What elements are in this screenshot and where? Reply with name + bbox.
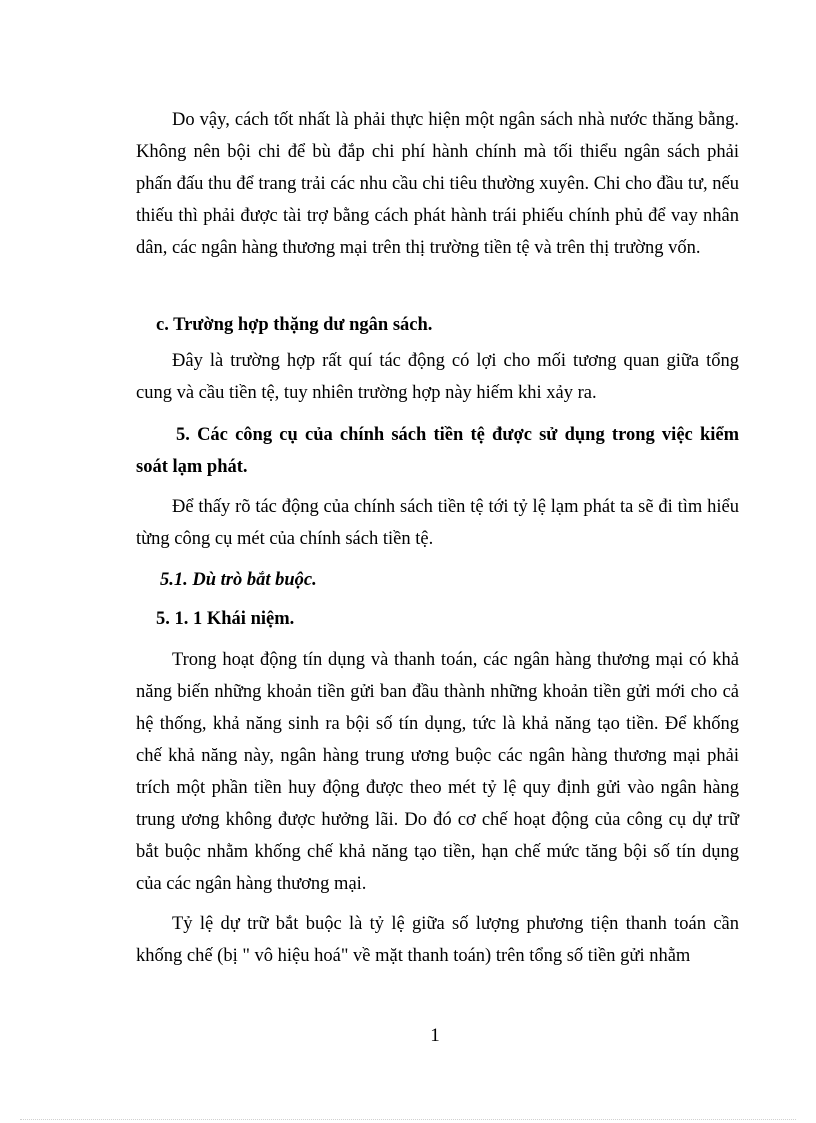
paragraph-monetary-policy-intro: Để thấy rõ tác động của chính sách tiền tệ tới tỷ lệ lạm phát ta sẽ đi tìm hiểu từng công cụ mét của chính sách tiền tệ. <box>136 497 739 549</box>
paragraph-balanced-budget: Do vậy, cách tốt nhất là phải thực hiện một ngân sách nhà nước thăng bằng. Không nên bội chi để bù đắp chi phí hành chính mà tối thiểu ngân sách phải phấn đấu thu để trang trải các nhu cầu chi tiêu thường xuyên. Chi cho đầu tư, nếu thiếu thì phải được tài trợ bằng cách phát hành trái phiếu chính phủ để vay nhân dân, các ngân hàng thương mại trên thị trường tiền tệ và trên thị trường vốn. <box>136 110 739 258</box>
paragraph-budget-surplus: Đây là trường hợp rất quí tác động có lợi cho mối tương quan giữa tổng cung và cầu tiền tệ, tuy nhiên trường hợp này hiếm khi xảy ra. <box>136 351 739 403</box>
heading-budget-surplus: c. Trường hợp thặng dư ngân sách. <box>156 315 433 335</box>
heading-monetary-policy-tools: 5. Các công cụ của chính sách tiền tệ được sử dụng trong việc kiểm soát lạm phát. <box>136 425 739 477</box>
paragraph-reserve-ratio: Tỷ lệ dự trữ bắt buộc là tỷ lệ giữa số lượng phương tiện thanh toán cần khống chế (bị " vô hiệu hoá" về mặt thanh toán) trên tổng số tiền gửi nhằm <box>136 914 739 966</box>
page-bottom-divider <box>20 1119 796 1120</box>
heading-concept: 5. 1. 1 Khái niệm. <box>156 609 295 629</box>
page-number: 1 <box>430 1025 440 1046</box>
heading-reserve-requirement: 5.1. Dù trò bắt buộc. <box>160 570 317 590</box>
paragraph-reserve-concept: Trong hoạt động tín dụng và thanh toán, các ngân hàng thương mại có khả năng biến những khoản tiền gửi ban đầu thành những khoản tiền gửi mới cho cả hệ thống, khả năng sinh ra bội số tín dụng, tức là khả năng tạo tiền. Để khống chế khả năng này, ngân hàng trung ương buộc các ngân hàng thương mại phải trích một phần tiền huy động được theo mét tỷ lệ quy định gửi vào ngân hàng trung ương không được hưởng lãi. Do đó cơ chế hoạt động của công cụ dự trữ bắt buộc nhằm khống chế khả năng tạo tiền, hạn chế mức tăng bội số tín dụng của các ngân hàng thương mại. <box>136 650 739 894</box>
